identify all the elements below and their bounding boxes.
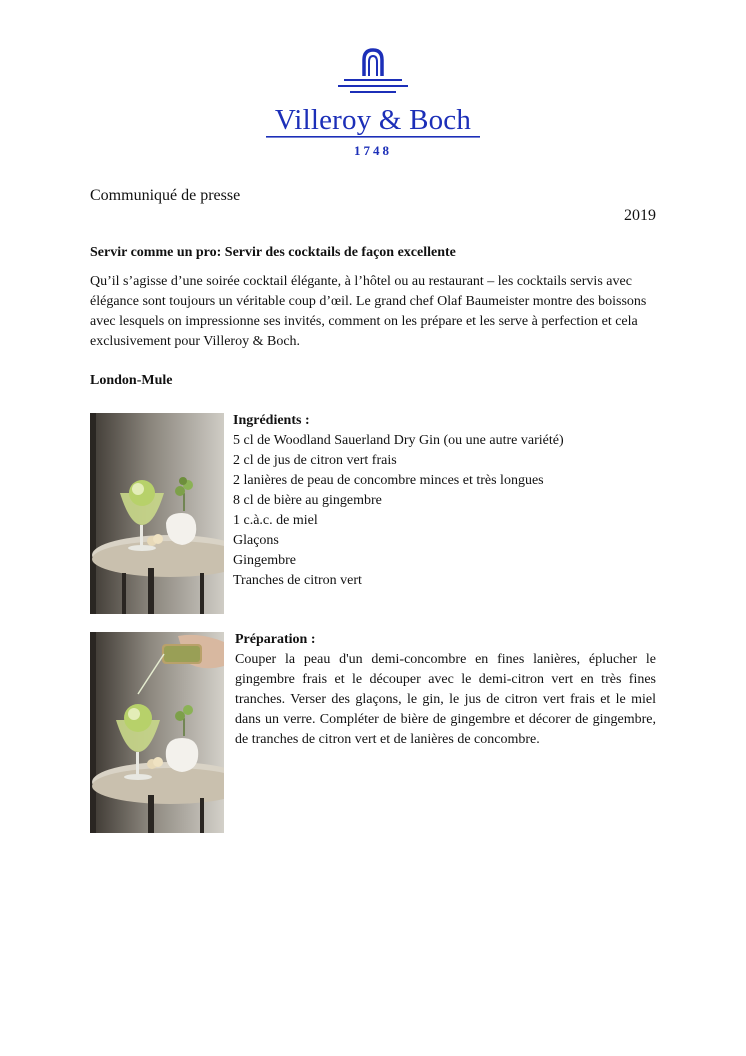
ingredient-item: Glaçons <box>233 533 279 548</box>
ingredient-item: 5 cl de Woodland Sauerland Dry Gin (ou une autre variété) <box>233 433 564 448</box>
ingredients-block <box>233 411 564 591</box>
preparation-title: Préparation : <box>235 632 316 647</box>
ingredients-title: Ingrédients : <box>233 413 310 428</box>
brand-year: 1748 <box>354 143 392 158</box>
brand-name: Villeroy & Boch <box>274 104 472 136</box>
cocktail-photo <box>90 413 224 614</box>
preparation-block <box>235 630 656 750</box>
brand-logo <box>264 44 482 160</box>
ingredient-item: 2 cl de jus de citron vert frais <box>233 453 397 468</box>
pouring-photo <box>90 632 224 833</box>
ingredient-item: Gingembre <box>233 553 296 568</box>
headline: Servir comme un pro: Servir des cocktails de façon excellente <box>90 245 456 260</box>
intro-paragraph: Qu’il s’agisse d’une soirée cocktail élégante, à l’hôtel ou au restaurant – les cocktails servis avec élégance sont toujours un véritable coup d’œil. Le grand chef Olaf Baumeister montre des boissons avec lesquels on impressionne ses invités, comment on les prépare et les serve à perfection et cela exclusivement pour Villeroy & Boch. <box>90 274 647 349</box>
document-type: Communiqué de presse <box>90 187 241 204</box>
ingredient-item: 2 lanières de peau de concombre minces et très longues <box>233 473 544 488</box>
brand-underline <box>264 136 482 139</box>
preparation-text: Couper la peau d'un demi-concombre en fines lanières, éplucher le gingembre frais et le découper avec le demi-citron vert en très fines tranches. Verser des glaçons, le gin, le jus de citron vert frais et le miel dans un verre. Compléter de bière de gingembre et décorer de gingembre, de tranches de citron vert et de lanières de concombre. <box>235 652 656 747</box>
fountain-emblem-icon <box>264 44 482 104</box>
ingredient-item: 1 c.à.c. de miel <box>233 513 318 528</box>
ingredient-item: Tranches de citron vert <box>233 573 362 588</box>
document-year: 2019 <box>624 207 656 224</box>
recipe-title: London-Mule <box>90 373 173 388</box>
ingredient-item: 8 cl de bière au gingembre <box>233 493 382 508</box>
